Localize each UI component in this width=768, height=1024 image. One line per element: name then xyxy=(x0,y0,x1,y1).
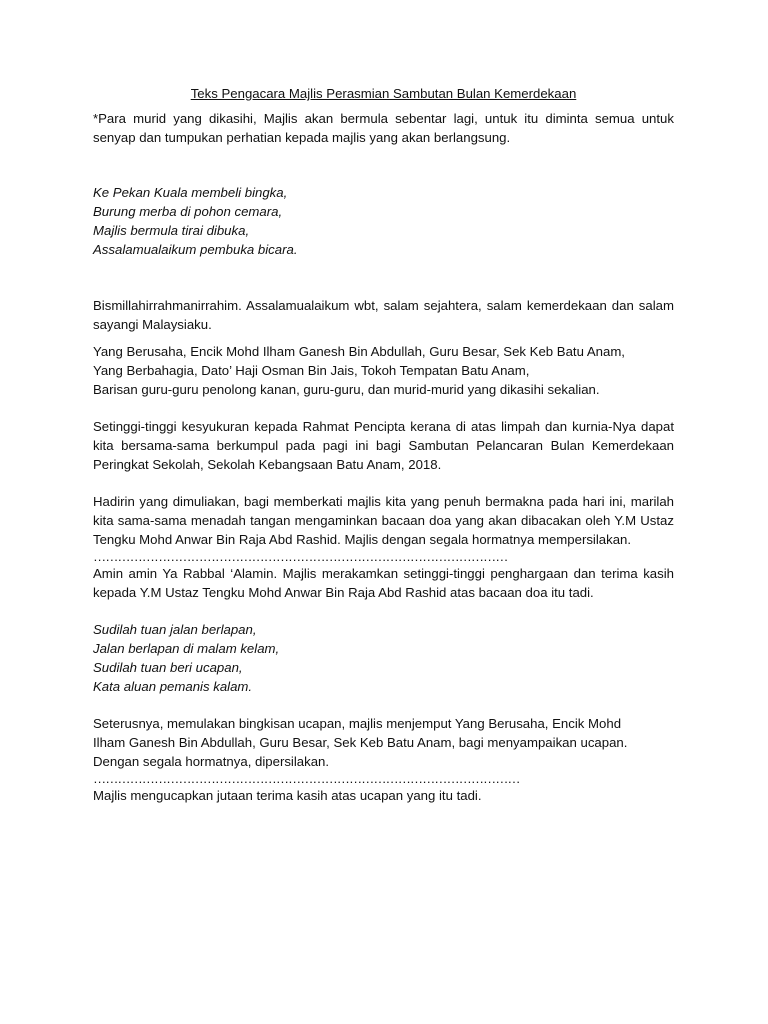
pantun-line: Burung merba di pohon cemara, xyxy=(93,204,283,219)
gratitude-paragraph: Setinggi-tinggi kesyukuran kepada Rahmat Pencipta kerana di atas limpah dan kurnia-Nya dapat kita bersama-sama berkumpul pada pagi ini bagi Sambutan Pelancaran Bulan Kemerdekaan Peringkat Sekolah, Sekolah Kebangsaan Batu Anam, 2018. xyxy=(93,419,674,472)
intro-paragraph: *Para murid yang dikasihi, Majlis akan bermula sebentar lagi, untuk itu diminta semua untuk senyap dan tumpukan perhatian kepada majlis yang akan berlangsung. xyxy=(93,111,674,145)
speech-invite-block xyxy=(93,714,674,771)
doa-thanks-paragraph: Amin amin Ya Rabbal ‘Alamin. Majlis merakamkan setinggi-tinggi penghargaan dan terima kasih kepada Y.M Ustaz Tengku Mohd Anwar Bin Raja Abd Rashid atas bacaan doa itu tadi. xyxy=(93,566,674,600)
dotted-separator: ………………………………………………………………………………………… xyxy=(93,549,508,564)
doa-invite-paragraph: Hadirin yang dimuliakan, bagi memberkati majlis kita yang penuh bermakna pada hari ini, marilah kita sama-sama menadah tangan mengaminkan bacaan doa yang akan dibacakan oleh Y.M Ustaz Tengku Mohd Anwar Bin Raja Abd Rashid. Majlis dengan segala hormatnya mempersilakan. xyxy=(93,494,674,547)
closing-paragraph: Majlis mengucapkan jutaan terima kasih atas ucapan yang itu tadi. xyxy=(93,788,482,803)
greeting-paragraph: Bismillahirrahmanirrahim. Assalamualaikum wbt, salam sejahtera, salam kemerdekaan dan salam sayangi Malaysiaku. xyxy=(93,298,674,332)
pantun-line: Sudilah tuan beri ucapan, xyxy=(93,660,243,675)
address-block xyxy=(93,342,674,399)
document-title: Teks Pengacara Majlis Perasmian Sambutan Bulan Kemerdekaan xyxy=(190,86,577,101)
address-line: Yang Berusaha, Encik Mohd Ilham Ganesh Bin Abdullah, Guru Besar, Sek Keb Batu Anam, xyxy=(93,344,625,359)
pantun-line: Kata aluan pemanis kalam. xyxy=(93,679,253,694)
address-line: Yang Berbahagia, Dato’ Haji Osman Bin Jais, Tokoh Tempatan Batu Anam, xyxy=(93,363,530,378)
pantun-line: Assalamualaikum pembuka bicara. xyxy=(93,242,298,257)
pantun-speech xyxy=(93,620,674,696)
speech-invite-line: Seterusnya, memulakan bingkisan ucapan, majlis menjemput Yang Berusaha, Encik Mohd xyxy=(93,716,622,731)
dotted-separator: …………………………………………………………………………………………… xyxy=(93,771,520,786)
speech-invite-line: Ilham Ganesh Bin Abdullah, Guru Besar, Sek Keb Batu Anam, bagi menyampaikan ucapan. xyxy=(93,735,628,750)
pantun-line: Majlis bermula tirai dibuka, xyxy=(93,223,250,238)
pantun-line: Ke Pekan Kuala membeli bingka, xyxy=(93,185,288,200)
address-line: Barisan guru-guru penolong kanan, guru-guru, dan murid-murid yang dikasihi sekalian. xyxy=(93,382,600,397)
pantun-opening xyxy=(93,183,674,259)
pantun-line: Sudilah tuan jalan berlapan, xyxy=(93,622,257,637)
pantun-line: Jalan berlapan di malam kelam, xyxy=(93,641,280,656)
speech-invite-line: Dengan segala hormatnya, dipersilakan. xyxy=(93,754,330,769)
